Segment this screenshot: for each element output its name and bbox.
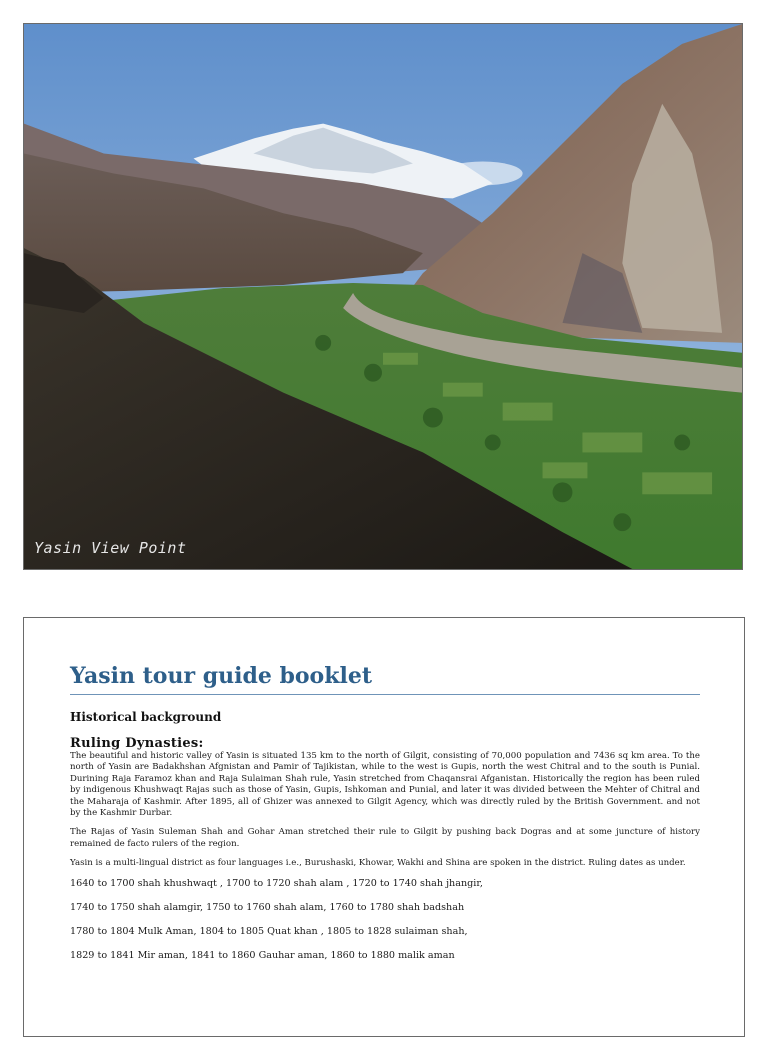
yasin-valley-photo	[23, 23, 743, 570]
document-title: Yasin tour guide booklet	[70, 662, 700, 695]
ruling-dates-line: 1740 to 1750 shah alamgir, 1750 to 1760 shah alam, 1760 to 1780 shah badshah	[70, 901, 465, 913]
sub-heading: Ruling Dynasties:	[70, 736, 204, 751]
document-page	[23, 617, 745, 1037]
paragraph: Yasin is a multi-lingual district as four languages i.e., Burushaski, Khowar, Wakhi and Shina are spoken in the district. Ruling dates as under.	[70, 858, 686, 869]
paragraph: The Rajas of Yasin Suleman Shah and Gohar Aman stretched their rule to Gilgit by pushing back Dogras and at some juncture of history remained de facto rulers of the region.	[70, 827, 700, 849]
landscape-illustration	[24, 24, 742, 569]
ruling-dates-line: 1829 to 1841 Mir aman, 1841 to 1860 Gauhar aman, 1860 to 1880 malik aman	[70, 949, 455, 961]
section-heading: Historical background	[70, 710, 222, 724]
paragraph: The beautiful and historic valley of Yasin is situated 135 km to the north of Gilgit, consisting of 70,000 population and 7436 sq km area. To the north of Yasin are Badakhshan Afgnistan and Pamir of Tajikistan, while to the west is Gupis, north the west Chitral and to the south is Punial. Durining Raja Faramoz khan and Raja Sulaiman Shah rule, Yasin stretched from Chaqansrai Afganistan. Historically the region has been ruled by indigenous Khushwaqt Rajas such as those of Yasin, Gupis, Ishkoman and Punial, and later it was divided between the Mehter of Chitral and the Maharaja of Kashmir. After 1895, all of Ghizer was annexed to Gilgit Agency, which was directly ruled by the British Government. and not by the Kashmir Durbar.	[70, 751, 700, 819]
photo-caption: Yasin View Point	[34, 539, 187, 557]
ruling-dates-line: 1640 to 1700 shah khushwaqt , 1700 to 1720 shah alam , 1720 to 1740 shah jhangir,	[70, 877, 483, 889]
page-content	[70, 662, 700, 974]
ruling-dates-line: 1780 to 1804 Mulk Aman, 1804 to 1805 Quat khan , 1805 to 1828 sulaiman shah,	[70, 925, 468, 937]
